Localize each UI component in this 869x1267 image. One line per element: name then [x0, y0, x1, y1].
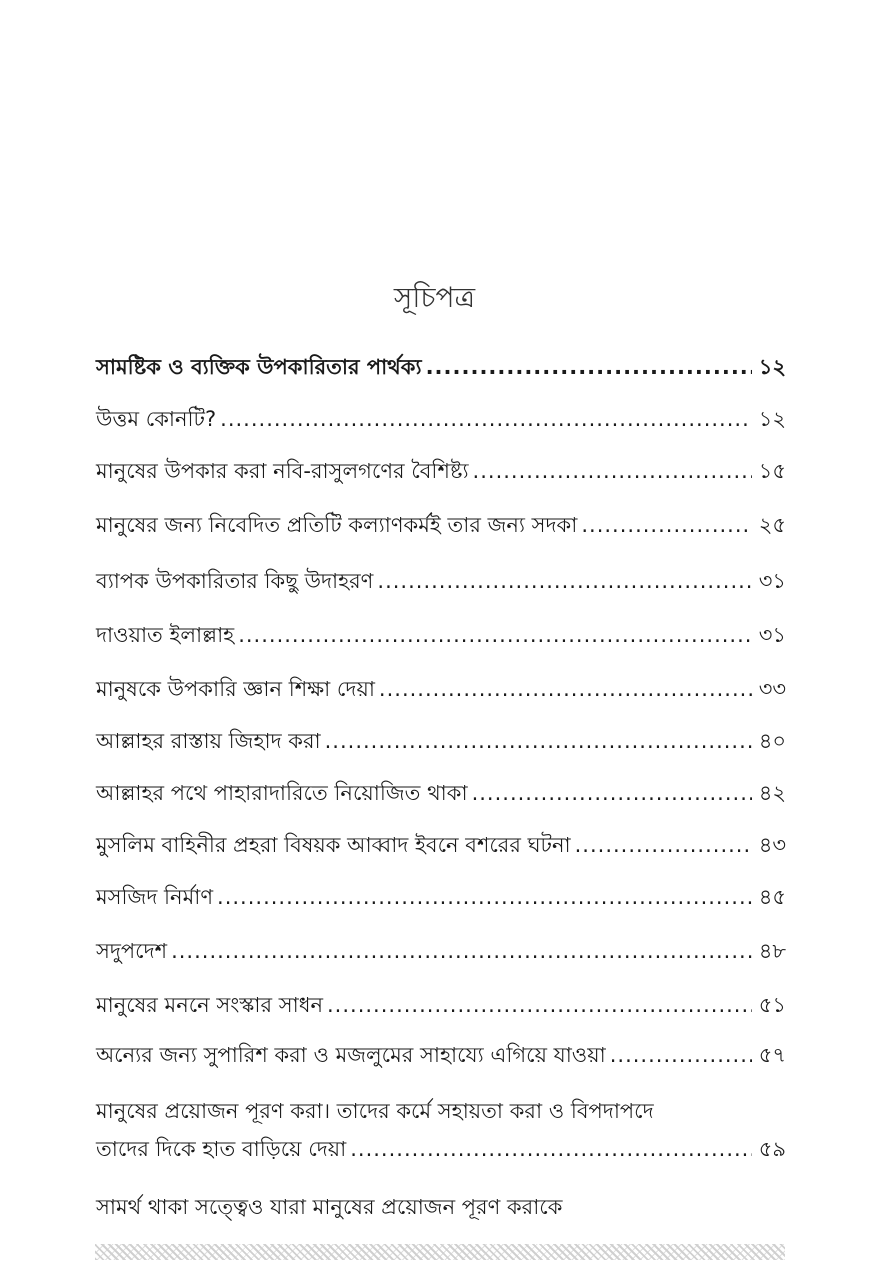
toc-entry-title: সামর্থ থাকা সত্ত্বেও যারা মানুষের প্রয়োজন পূরণ করাকে: [96, 1195, 563, 1219]
leader-dots: [217, 878, 752, 916]
toc-entry: [96, 722, 786, 760]
leader-dots: [350, 1130, 752, 1168]
toc-entry-page: ৪২: [758, 781, 786, 805]
leader-dots: [238, 616, 752, 654]
toc-entry: [96, 348, 786, 386]
toc-entry: [96, 878, 786, 916]
toc-entry-page: ৩১: [758, 623, 786, 647]
toc-entry-title: মানুষের উপকার করা নবি-রাসুলগণের বৈশিষ্ট্য: [96, 459, 469, 483]
toc-entry-page: ৫৯: [758, 1137, 786, 1161]
toc-entry-title: মানুষের মননে সংস্কার সাধন: [96, 993, 323, 1017]
toc-entry-title: মানুষকে উপকারি জ্ঞান শিক্ষা দেয়া: [96, 677, 375, 701]
toc-entry-page: ৪৫: [758, 885, 786, 909]
toc-entry: [96, 986, 786, 1024]
toc-entry-page: ৫১: [758, 993, 786, 1017]
toc-entry: [96, 562, 786, 600]
leader-dots: [575, 826, 752, 864]
toc-entry: [96, 670, 786, 708]
toc-entry-title: তাদের দিকে হাত বাড়িয়ে দেয়া: [96, 1137, 347, 1161]
leader-dots: [581, 506, 752, 544]
toc-entry-title: ব্যাপক উপকারিতার কিছু উদাহরণ: [96, 569, 374, 593]
toc-entry-title-line1: মানুষের প্রয়োজন পূরণ করা। তাদের কর্মে সহায়তা করা ও বিপদাপদে: [96, 1099, 654, 1123]
toc-entry-page: ৩১: [758, 569, 786, 593]
toc-entry-page: ৪৮: [758, 939, 786, 963]
toc-entry-page: ২৫: [758, 513, 786, 537]
toc-entry-page: ৫৭: [758, 1043, 786, 1067]
toc-entry-page: ৪৩: [758, 833, 786, 857]
toc-entry-title: অন্যের জন্য সুপারিশ করা ও মজলুমের সাহায্যে এগিয়ে যাওয়া: [96, 1043, 606, 1067]
toc-entry-title: দাওয়াত ইলাল্লাহ: [96, 623, 235, 647]
toc-entry-page: ৩৩: [758, 677, 786, 701]
leader-dots: [426, 348, 752, 386]
toc-entry-page: ১২: [758, 355, 786, 379]
scan-noise-strip: [95, 1244, 785, 1260]
toc-entry: [96, 774, 786, 812]
toc-entry: [96, 400, 786, 438]
toc-entry-page: ১৫: [758, 459, 786, 483]
toc-entry: [96, 452, 786, 490]
toc-entry: [96, 506, 786, 544]
toc-entry-title: মুসলিম বাহিনীর প্রহরা বিষয়ক আব্বাদ ইবনে বশরের ঘটনা: [96, 833, 571, 857]
toc-entry: [96, 1092, 786, 1168]
toc-entry-title: আল্লাহর পথে পাহারাদারিতে নিয়োজিত থাকা: [96, 781, 468, 805]
toc-entry-title: আল্লাহর রাস্তায় জিহাদ করা: [96, 729, 321, 753]
leader-dots: [610, 1036, 752, 1074]
toc-entry-title: সামষ্টিক ও ব্যক্তিক উপকারিতার পার্থক্য: [96, 355, 422, 379]
toc-entry: [96, 1188, 786, 1226]
toc-entry-page: ৪০: [758, 729, 786, 753]
toc-entry-title: মসজিদ নির্মাণ: [96, 885, 214, 909]
leader-dots: [325, 722, 752, 760]
leader-dots: [473, 452, 752, 490]
toc-entry: [96, 1036, 786, 1074]
toc-entry-page: ১২: [758, 407, 786, 431]
toc-entry: [96, 616, 786, 654]
toc-entry: [96, 932, 786, 970]
leader-dots: [377, 562, 752, 600]
leader-dots: [472, 774, 752, 812]
toc-entry-title: সদুপদেশ: [96, 939, 168, 963]
leader-dots: [171, 932, 752, 970]
leader-dots: [220, 400, 752, 438]
toc-entry-title: উত্তম কোনটি?: [96, 407, 217, 431]
toc-entry-title: মানুষের জন্য নিবেদিত প্রতিটি কল্যাণকর্মই তার জন্য সদকা: [96, 513, 578, 537]
page-title: সূচিপত্র: [393, 281, 476, 314]
leader-dots: [379, 670, 752, 708]
toc-entry: [96, 826, 786, 864]
leader-dots: [327, 986, 752, 1024]
